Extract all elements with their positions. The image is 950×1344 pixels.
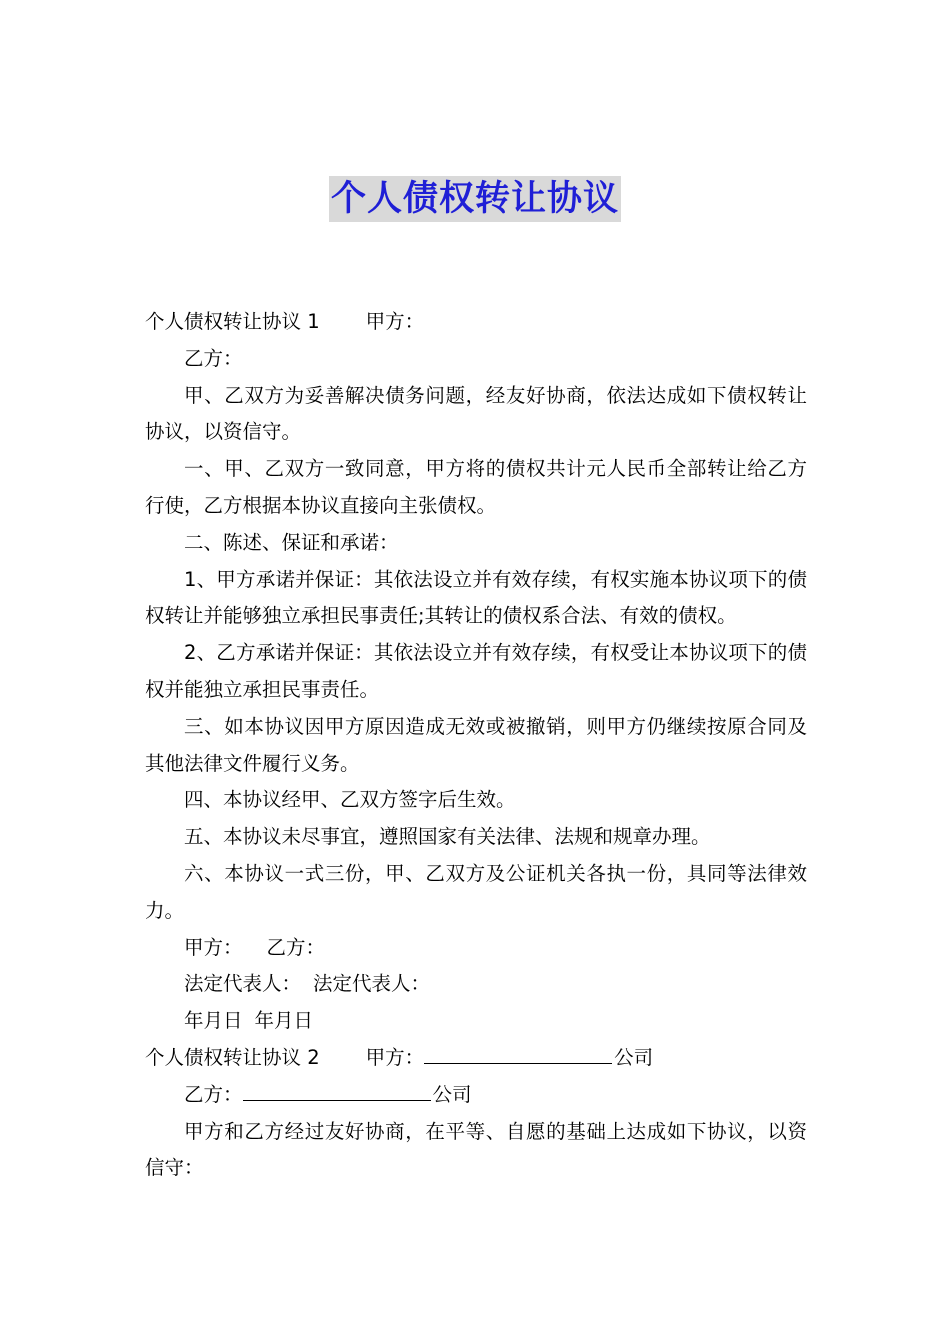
agreement1-party-b-line <box>145 341 807 378</box>
agreement1-heading-line <box>145 304 807 341</box>
agreement2-party-a-suffix: 公司 <box>614 1045 654 1069</box>
agreement2-party-a-blank <box>424 1041 612 1064</box>
agreement1-clause-4: 四、本协议经甲、乙双方签字后生效。 <box>184 788 516 812</box>
agreement2-party-b-label: 乙方： <box>184 1082 243 1106</box>
agreement1-clause-1: 一、甲、乙双方一致同意，甲方将的债权共计元人民币全部转让给乙方行使，乙方根据本协议直接向主张债权。 <box>145 457 807 517</box>
agreement1-party-a-label: 甲方： <box>365 310 425 333</box>
agreement1-clause-6: 六、本协议一式三份，甲、乙双方及公证机关各执一份，具同等法律效力。 <box>145 861 807 922</box>
agreement1-sign-b: 乙方： <box>266 935 326 959</box>
agreement2-party-b-line <box>145 1077 807 1114</box>
agreement2-heading-line <box>145 1040 807 1077</box>
agreement1-signature-line <box>145 930 807 967</box>
agreement2-heading: 个人债权转让协议 2 <box>145 1045 320 1069</box>
agreement1-clause-2-2: 2、乙方承诺并保证：其依法设立并有效存续，有权受让本协议项下的债权并能独立承担民事责任。 <box>145 641 807 701</box>
agreement1-representative-line <box>145 966 807 1003</box>
agreement1-date-a: 年月日 <box>184 1009 243 1033</box>
agreement1-date-b: 年月日 <box>254 1009 314 1033</box>
agreement1-party-b-label: 乙方： <box>184 346 243 370</box>
document-body <box>145 304 807 1187</box>
agreement2-party-a-label: 甲方： <box>365 1045 425 1069</box>
agreement1-intro-paragraph: 甲、乙双方为妥善解决债务问题，经友好协商，依法达成如下债权转让协议，以资信守。 <box>145 383 807 444</box>
title-container <box>0 176 950 222</box>
agreement1-clause-3: 三、如本协议因甲方原因造成无效或被撤销，则甲方仍继续按原合同及其他法律文件履行义务。 <box>145 714 807 775</box>
agreement1-sign-a: 甲方： <box>184 935 243 959</box>
agreement1-date-line <box>145 1003 807 1040</box>
agreement1-heading: 个人债权转让协议 1 <box>145 310 320 333</box>
agreement2-party-b-suffix: 公司 <box>432 1082 472 1106</box>
agreement1-rep-b: 法定代表人： <box>313 972 431 996</box>
agreement1-clause-2-1: 1、甲方承诺并保证：其依法设立并有效存续，有权实施本协议项下的债权转让并能够独立承担民事责任;其转让的债权系合法、有效的债权。 <box>145 567 807 628</box>
agreement1-rep-a: 法定代表人： <box>184 972 302 996</box>
agreement1-clause-2: 二、陈述、保证和承诺： <box>184 530 399 554</box>
document-title: 个人债权转让协议 <box>329 176 621 222</box>
agreement2-party-b-blank <box>243 1078 431 1101</box>
agreement1-clause-5: 五、本协议未尽事宜，遵照国家有关法律、法规和规章办理。 <box>184 825 711 849</box>
agreement2-intro-paragraph: 甲方和乙方经过友好协商，在平等、自愿的基础上达成如下协议，以资信守： <box>145 1119 807 1180</box>
